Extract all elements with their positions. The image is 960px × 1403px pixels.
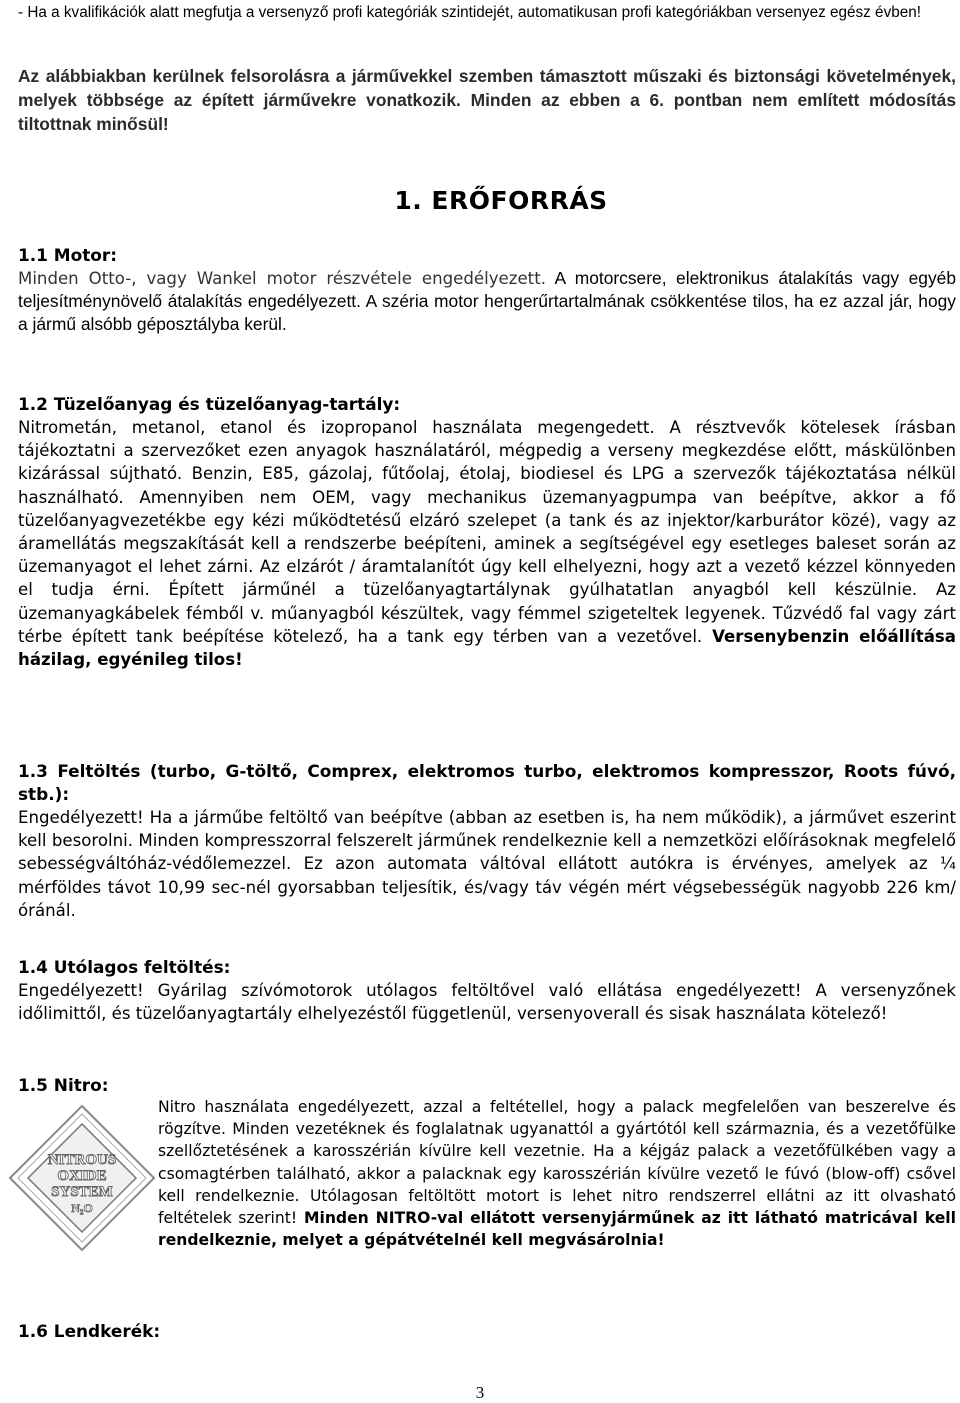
section-charging: [18, 760, 956, 922]
section-flywheel: [18, 1320, 956, 1343]
section-nitro: [18, 1074, 956, 1250]
section-heading: 1.2 Tüzelőanyag és tüzelőanyag-tartály:: [18, 394, 401, 414]
nitro-bold-text: Minden NITRO-val ellátott versenyjárműnek az itt látható matricával kell rendelkeznie, melyet a gépátvételnél kell megvásárolnia!: [158, 1209, 956, 1250]
section-heading: 1.5 Nitro:: [18, 1075, 109, 1095]
section-text: [18, 416, 956, 671]
logo-text-nitrous: NITROUS: [47, 1152, 117, 1168]
logo-text-n2o: N₂O: [71, 1201, 93, 1215]
section-heading: 1.1 Motor:: [18, 245, 117, 265]
section-text: [158, 1096, 956, 1251]
section-text: Engedélyezett! Gyárilag szívómotorok utólagos feltöltővel való ellátása engedélyezett! A versenyzőnek időlimittől, és tüzelőanyagtartály elhelyezéstől függetlenül, versenyoverall és sisak használata kötelező!: [18, 981, 956, 1024]
motor-text-c: A széria motor hengerűrtartalmának csökkentése tilos, ha ez azzal jár, hogy a jármű alsóbb géposztályba kerül.: [18, 291, 956, 335]
section-text: Engedélyezett! Ha a járműbe feltöltő van beépítve (abban az esetben is, ha nem működik), a járművet eszerint kell besorolni. Minden kompresszorral felszerelt járműnek rendelkeznie kell a nemzetközi előírásoknak megfelelő sebességváltóház-védőlemezzel. Ez azon automata váltóval ellátott autókra is érvényes, amelyek az ¼ mérföldes távot 10,99 sec-nél gyorsabban teljesítik, és/vagy táv végén mért végsebességük nagyobb 226 km/óránál.: [18, 808, 956, 920]
fuel-bold-text: Versenybenzin előállítása házilag, egyénileg tilos!: [18, 626, 956, 670]
logo-text-system: SYSTEM: [51, 1184, 113, 1200]
nitrous-oxide-logo: [6, 1102, 158, 1254]
fuel-text: Nitrometán, metanol, etanol és izopropanol használata megengedett. A résztvevők kötelesek írásban tájékoztatni a szervezőket ezen anyagok használatáról, mégpedig a verseny megkezdése előtt, máskülönben kizárással sújtható. Benzin, E85, gázolaj, fűtőolaj, étolaj, biodiesel és LPG a szervezők tájékoztatása nélkül használható. Amennyiben nem OEM, vagy mechanikus üzemanyagpumpa van beépítve, akkor a fő tüzelőanyagvezetékbe egy kézi működtetésű elzáró szelepet (a tank és az injektor/karburátor közé), vagy az áramellátás megszakítását kell a rendszerbe beépíteni, aminek a segítségével egy esetleges baleset során az üzemanyagot el lehet zárni. Az elzárót / áramtalanítót úgy kell elhelyezni, hogy azt a vezető kézzel könnyeden el tudja érni. Épített járműnél a tüzelőanyagtartálynak gyúlhatatlan anyagból kell készülnie. Az üzemanyagkábelek fémből v. műanyagból készültek, vagy fémmel szigeteltek legyenek. Tűzvédő fal vagy zárt térbe épített tank beépítése kötelező, ha a tank egy térben van a vezetővel.: [18, 418, 956, 646]
chapter-title: 1. ERŐFORRÁS: [394, 186, 608, 215]
nitro-text: Nitro használata engedélyezett, azzal a feltétellel, hogy a palack megfelelően van beszerelve és rögzítve. Minden vezetéknek és foglalatnak ugyanattól a gyártótól kell származnia, és a vezetőfülke szellőztetésének a karosszérián kívülre kell vezetnie. Ha a kéjgáz palack a vezetőfülkében vagy a csomagtérben található, akkor a palacknak egy karosszérián kívülre vezető le fúvó (blow-off) csővel kell rendelkeznie. Utólagosan feltöltött motort is lehet nitro rendszerrel ellátni az itt olvasható feltételek szerint!: [158, 1098, 956, 1228]
logo-text-oxide: OXIDE: [57, 1168, 107, 1184]
intro-note: - Ha a kvalifikációk alatt megfutja a versenyző profi kategóriák szintidejét, automatikusan profi kategóriákban versenyez egész évben!: [18, 4, 921, 21]
section-motor: [18, 244, 956, 337]
section-after-charging: [18, 956, 956, 1025]
page-number: 3: [475, 1383, 485, 1402]
section-heading: 1.3 Feltöltés (turbo, G-töltő, Comprex, elektromos turbo, elektromos kompresszor, Roots fúvó, stb.):: [18, 761, 956, 804]
section-text: [18, 267, 956, 337]
motor-text-b: A motorcsere, elektronikus átalakítás vagy egyéb teljesítménynövelő átalakítás engedélyezett.: [18, 268, 956, 312]
intro-rules-statement: Az alábbiakban kerülnek felsorolásra a járművekkel szemben támasztott műszaki és biztonsági követelmények, melyek többsége az épített járművekre vonatkozik. Minden az ebben a 6. pontban nem említett módosítás tiltottnak minősül!: [18, 66, 956, 134]
section-heading: 1.4 Utólagos feltöltés:: [18, 957, 231, 977]
section-fuel: [18, 393, 956, 671]
section-heading: 1.6 Lendkerék:: [18, 1321, 161, 1341]
motor-text-a: Minden Otto-, vagy Wankel motor részvétele engedélyezett.: [18, 269, 546, 288]
